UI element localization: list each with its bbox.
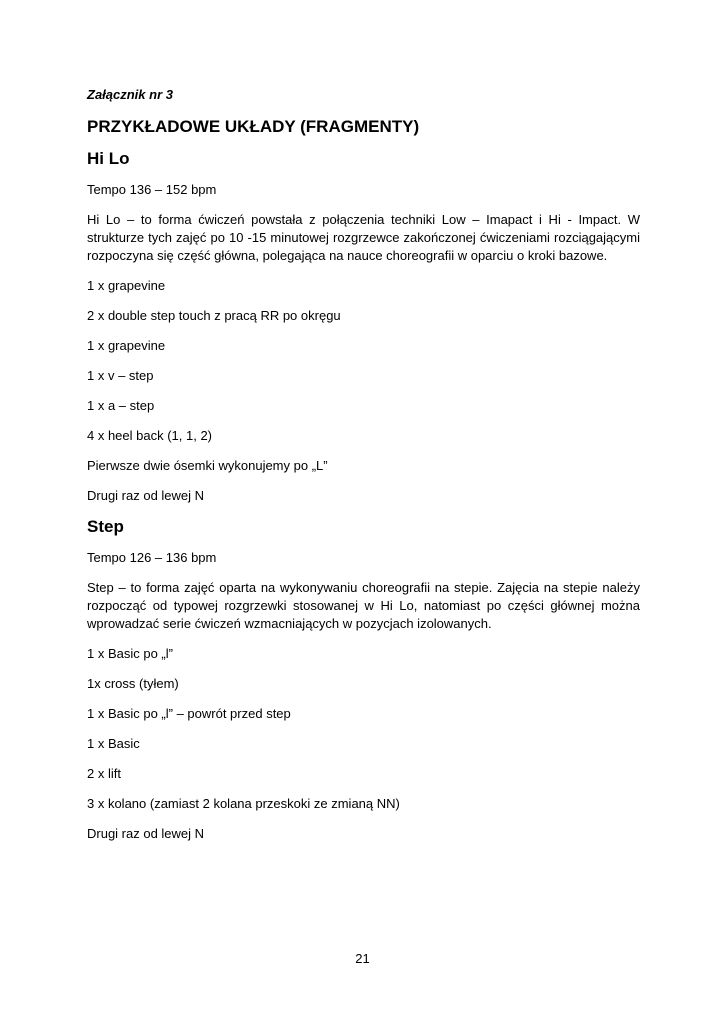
document-page <box>87 86 640 843</box>
step-item: 1 x Basic <box>87 736 140 751</box>
step-item: 1 x Basic po „l” – powrót przed step <box>87 706 291 721</box>
tempo-hi-lo: Tempo 136 – 152 bpm <box>87 182 217 197</box>
step-item: 1 x grapevine <box>87 338 166 353</box>
step-item: Pierwsze dwie ósemki wykonujemy po „L” <box>87 458 328 473</box>
section-title-hi-lo: Hi Lo <box>87 149 130 168</box>
step-item: 2 x lift <box>87 766 121 781</box>
step-item: 1 x v – step <box>87 368 154 383</box>
section-title-step: Step <box>87 517 124 536</box>
section-step <box>87 516 640 843</box>
step-item: 1 x grapevine <box>87 278 166 293</box>
step-item: 4 x heel back (1, 1, 2) <box>87 428 213 443</box>
step-item: 2 x double step touch z pracą RR po okręgu <box>87 308 341 323</box>
section-hi-lo <box>87 148 640 505</box>
tempo-step: Tempo 126 – 136 bpm <box>87 550 217 565</box>
description-step: Step – to forma zajęć oparta na wykonywaniu choreografii na stepie. Zajęcia na stepie należy rozpocząć od typowej rozgrzewki stosowanej w Hi Lo, natomiast po części głównej można wprowadzać serie ćwiczeń wzmacniających w pozycjach izolowanych. <box>87 580 640 631</box>
step-item: 1x cross (tyłem) <box>87 676 179 691</box>
step-item: 1 x Basic po „l” <box>87 646 173 661</box>
description-hi-lo: Hi Lo – to forma ćwiczeń powstała z połączenia techniki Low – Imapact i Hi - Impact. W strukturze tych zajęć po 10 -15 minutowej rozgrzewce zakończonej ćwiczeniami rozciągającymi rozpoczyna się część główna, polegająca na nauce choreografii w oparciu o kroki bazowe. <box>87 212 640 263</box>
step-item: 1 x a – step <box>87 398 155 413</box>
step-item: Drugi raz od lewej N <box>87 826 205 841</box>
step-item: Drugi raz od lewej N <box>87 488 205 503</box>
page-number: 21 <box>355 951 370 966</box>
main-title: PRZYKŁADOWE UKŁADY (FRAGMENTY) <box>87 117 420 136</box>
annex-label: Załącznik nr 3 <box>87 87 173 102</box>
step-item: 3 x kolano (zamiast 2 kolana przeskoki ze zmianą NN) <box>87 796 400 811</box>
